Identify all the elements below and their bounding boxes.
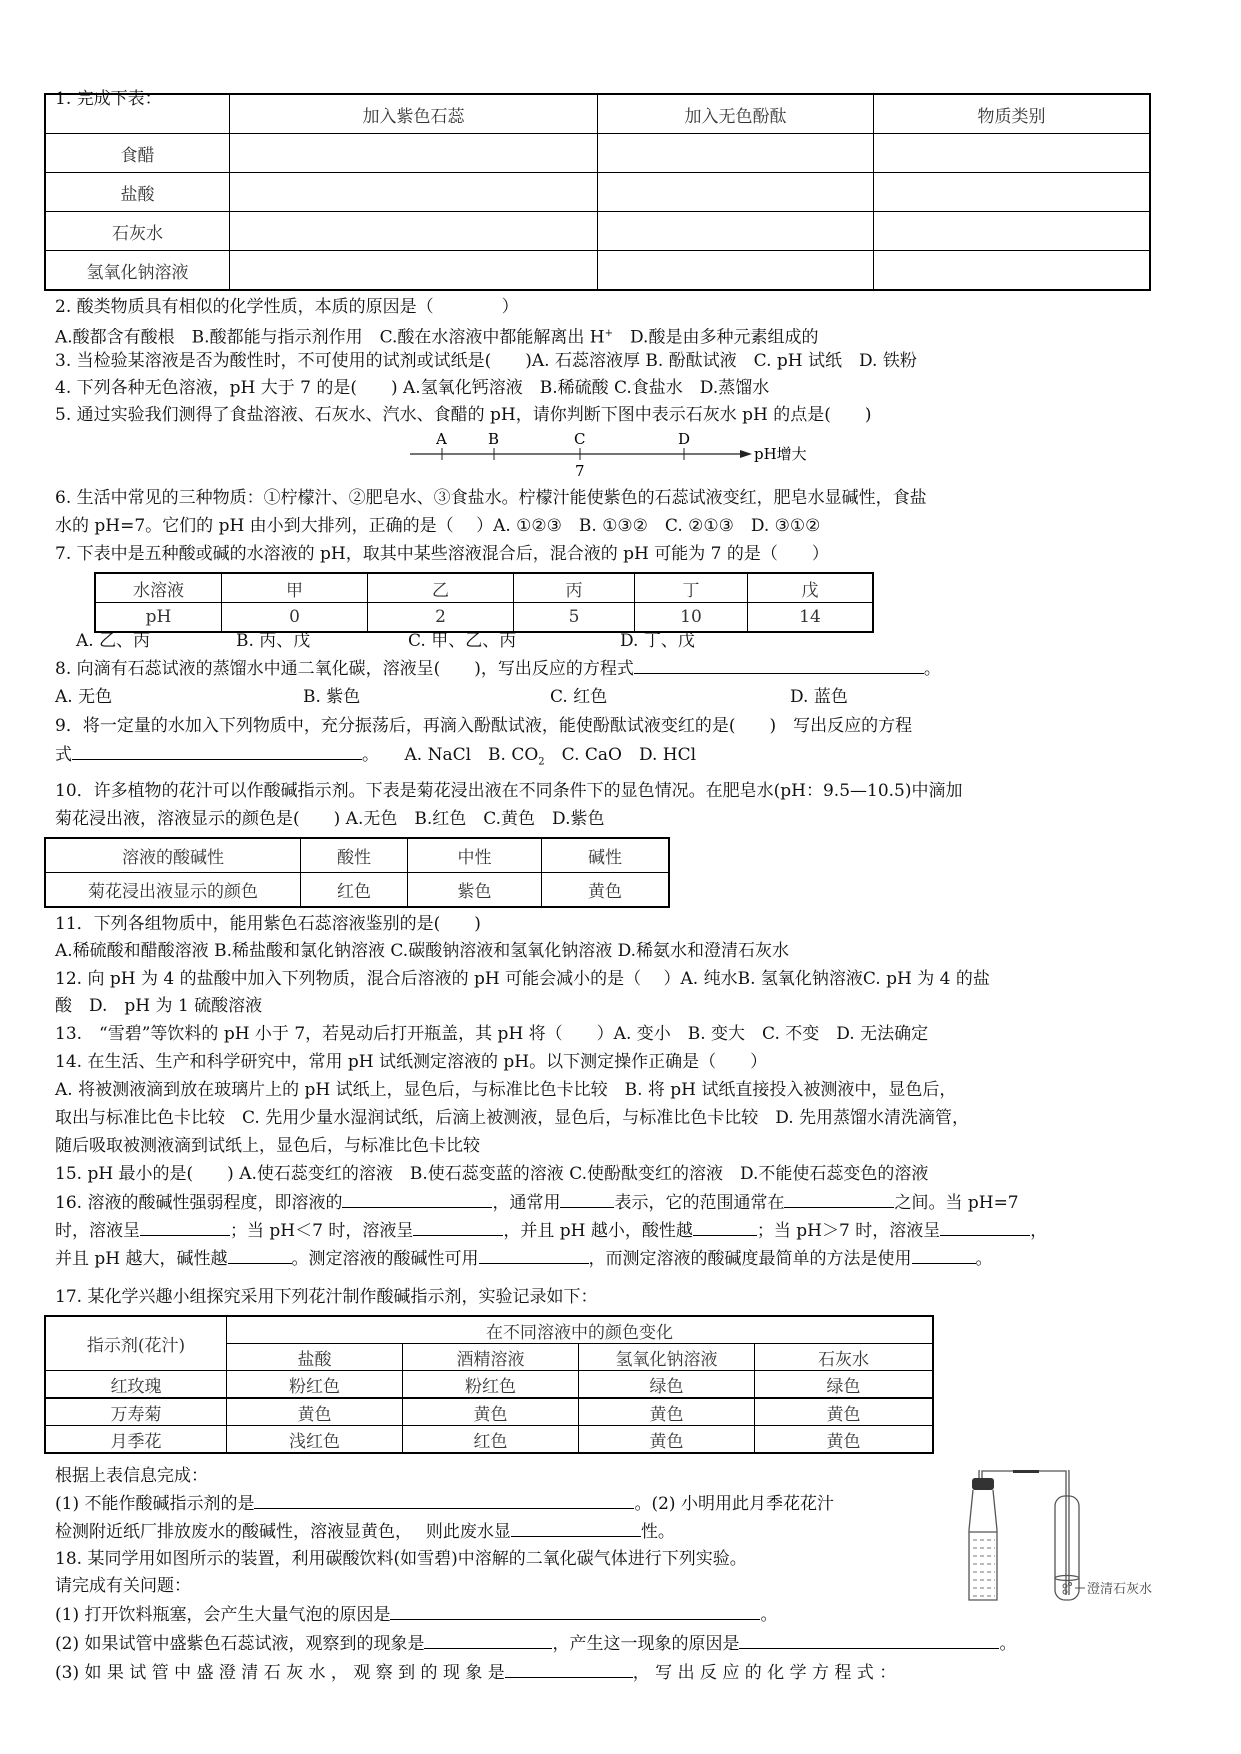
row-label: 盐酸 <box>45 173 230 212</box>
table-cell: 菊花浸出液显示的颜色 <box>45 873 301 908</box>
answer-blank[interactable] <box>479 1247 589 1264</box>
q12-line1: 12. 向 pH 为 4 的盐酸中加入下列物质，混合后溶液的 pH 可能会减小的是（ ）A. 纯水B. 氢氧化钠溶液C. pH 为 4 的盐 <box>55 969 990 989</box>
table-cell: 10 <box>635 603 748 633</box>
table-cell: 红色 <box>301 873 408 908</box>
q16-line1 <box>55 1191 1019 1214</box>
answer-cell[interactable] <box>230 134 598 173</box>
q18-p1-head: (1) 打开饮料瓶塞，会产生大量气泡的原因是 <box>55 1605 391 1625</box>
q16-text: ；当 pH＞7 时，溶液呈 <box>756 1221 941 1241</box>
table-row <box>45 134 1150 173</box>
q13-text: 13. “雪碧”等饮料的 pH 小于 7，若晃动后打开瓶盖，其 pH 将（ ）A. 变小 B. 变大 C. 不变 D. 无法确定 <box>55 1024 929 1044</box>
q18-p3-head: (3) 如 果 试 管 中 盛 澄 清 石 灰 水 ， 观 察 到 的 现 象 是 <box>55 1663 505 1683</box>
answer-blank[interactable] <box>739 1632 999 1649</box>
answer-blank[interactable] <box>784 1191 894 1208</box>
table-cell: 红色 <box>403 1426 579 1454</box>
table-header: 氢氧化钠溶液 <box>579 1344 755 1371</box>
table-cell: 紫色 <box>408 873 542 908</box>
q16-text: ，通常用 <box>492 1193 561 1213</box>
q2-options-text: A.酸都含有酸根 B.酸都能与指示剂作用 C.酸在水溶液中都能解离出 H <box>55 327 605 348</box>
table-cell: 14 <box>748 603 874 633</box>
q17-part1 <box>55 1492 834 1515</box>
q5-text: 5. 通过实验我们测得了食盐溶液、石灰水、汽水、食醋的 pH，请你判断下图中表示石灰水 pH 的点是( ) <box>55 405 872 425</box>
table-row <box>45 1316 933 1344</box>
table-row <box>45 212 1150 251</box>
point-label-a: A <box>436 430 447 448</box>
q9-line1: 9．将一定量的水加入下列物质中，充分振荡后，再滴入酚酞试液，能使酚酞试液变红的是( ) 写出反应的方程 <box>55 716 913 736</box>
q2-sup: + <box>604 328 614 339</box>
table-row <box>45 94 1150 134</box>
answer-cell[interactable] <box>598 173 874 212</box>
answer-cell[interactable] <box>230 251 598 291</box>
table-header: 戊 <box>748 573 874 603</box>
table-header: 酸性 <box>301 838 408 873</box>
test-tube-icon <box>1055 1496 1079 1600</box>
q9-sub: 2 <box>538 756 545 768</box>
q8-option-c: C. 红色 <box>550 687 608 707</box>
q16-text: 时，溶液呈 <box>55 1221 140 1241</box>
q17-followup: 根据上表信息完成： <box>55 1466 208 1486</box>
q18-line2: 请完成有关问题： <box>55 1576 191 1596</box>
stopper-icon <box>972 1478 994 1490</box>
table-header: 水溶液 <box>95 573 222 603</box>
q9-line2 <box>55 743 696 773</box>
answer-blank[interactable] <box>342 1191 492 1208</box>
answer-cell[interactable] <box>874 212 1151 251</box>
q8-end: 。 <box>923 659 941 679</box>
table-cell: 绿色 <box>579 1371 755 1399</box>
q18-p1-tail: 。 <box>760 1605 778 1625</box>
q16-line3 <box>55 1247 993 1270</box>
q18-p2-head: (2) 如果试管中盛紫色石蕊试液，观察到的现象是 <box>55 1634 425 1654</box>
table-cell: 黄色 <box>579 1398 755 1426</box>
q18-line1: 18. 某同学用如图所示的装置，利用碳酸饮料(如雪碧)中溶解的二氧化碳气体进行下列实验。 <box>55 1549 747 1569</box>
q9-head: 式 <box>55 745 72 765</box>
table-cell: 黄色 <box>403 1398 579 1426</box>
q8-stem: 8. 向滴有石蕊试液的蒸馏水中通二氧化碳，溶液呈( )，写出反应的方程式 <box>55 659 634 679</box>
q2-options <box>55 323 818 349</box>
table-header: 丙 <box>514 573 635 603</box>
q18-p3-tail: ， 写 出 反 应 的 化 学 方 程 式 ： <box>632 1663 897 1683</box>
q16-text: 并且 pH 越大，碱性越 <box>55 1249 228 1269</box>
answer-cell[interactable] <box>598 251 874 291</box>
table-header: 盐酸 <box>227 1344 403 1371</box>
q18-part2 <box>55 1632 1016 1655</box>
table-header: 加入无色酚酞 <box>598 94 874 134</box>
limewater-surface <box>1055 1576 1079 1581</box>
row-label: 月季花 <box>45 1426 227 1454</box>
q11-stem: 11．下列各组物质中，能用紫色石蕊溶液鉴别的是( ) <box>55 914 481 934</box>
answer-blank[interactable] <box>424 1632 552 1649</box>
liquid-dashes <box>973 1540 995 1596</box>
answer-blank[interactable] <box>940 1219 1030 1236</box>
row-label: 食醋 <box>45 134 230 173</box>
table-header: 碱性 <box>542 838 670 873</box>
q18-p2-tail: 。 <box>999 1634 1017 1654</box>
table-header: 甲 <box>222 573 368 603</box>
table-header: 在不同溶液中的颜色变化 <box>227 1316 934 1344</box>
table-row <box>95 603 873 633</box>
q2-stem: 2. 酸类物质具有相似的化学性质，本质的原因是（ ） <box>55 297 519 317</box>
answer-cell[interactable] <box>874 173 1151 212</box>
table-header: 石灰水 <box>755 1344 934 1371</box>
table-cell: 2 <box>368 603 514 633</box>
q9-tail: 。 A. NaCl B. CO <box>362 745 539 765</box>
table-cell: 绿色 <box>755 1371 934 1399</box>
table-cell: 黄色 <box>755 1398 934 1426</box>
answer-cell[interactable] <box>230 212 598 251</box>
table-row <box>45 1398 933 1426</box>
answer-cell[interactable] <box>598 212 874 251</box>
q7-stem: 7. 下表中是五种酸或碱的水溶液的 pH，取其中某些溶液混合后，混合液的 pH 可能为 7 的是（ ） <box>55 544 829 564</box>
answer-cell[interactable] <box>598 134 874 173</box>
q16-text: ，并且 pH 越小，酸性越 <box>503 1221 693 1241</box>
table-cell: 粉红色 <box>227 1371 403 1399</box>
q1-table <box>44 93 1151 291</box>
point-label-d: D <box>678 430 691 448</box>
q14-line2: A. 将被测液滴到放在玻璃片上的 pH 试纸上，显色后，与标准比色卡比较 B. 将 pH 试纸直接投入被测液中，显色后， <box>55 1080 957 1100</box>
q7-table <box>94 572 874 633</box>
answer-blank[interactable] <box>72 743 362 760</box>
arrow-head-icon <box>740 450 752 458</box>
ph-number-line <box>410 430 830 478</box>
answer-cell[interactable] <box>230 173 598 212</box>
answer-cell[interactable] <box>874 251 1151 291</box>
q16-text: 之间。当 pH=7 <box>894 1193 1019 1213</box>
q16-text: 。测定溶液的酸碱性可用 <box>291 1249 479 1269</box>
table-header: 溶液的酸碱性 <box>45 838 301 873</box>
q9-end: C. CaO D. HCl <box>544 745 697 765</box>
q6-line1: 6. 生活中常见的三种物质：①柠檬汁、②肥皂水、③食盐水。柠檬汁能使紫色的石蕊试液变红，肥皂水显碱性，食盐 <box>55 488 927 508</box>
table-row <box>45 1426 933 1454</box>
q8-stem-line <box>55 657 941 680</box>
row-label: 万寿菊 <box>45 1398 227 1426</box>
table-cell <box>45 94 230 134</box>
q14-line1: 14. 在生活、生产和科学研究中，常用 pH 试纸测定溶液的 pH。以下测定操作正确是（ ） <box>55 1052 768 1072</box>
q10-line1: 10．许多植物的花汁可以作酸碱指示剂。下表是菊花浸出液在不同条件下的显色情况。在肥皂水(pH：9.5—10.5)中滴加 <box>55 781 963 801</box>
table-cell: pH <box>95 603 222 633</box>
q7-option-b: B. 丙、戊 <box>236 631 311 651</box>
q7-option-d: D. 丁、戊 <box>620 631 695 651</box>
q16-line2 <box>55 1219 1047 1242</box>
table-row <box>45 173 1150 212</box>
q15-text: 15. pH 最小的是( ) A.使石蕊变红的溶液 B.使石蕊变蓝的溶液 C.使酚酞变红的溶液 D.不能使石蕊变色的溶液 <box>55 1164 929 1184</box>
rubber-connector-icon <box>1013 1470 1039 1473</box>
q16-text: 16. 溶液的酸碱性强弱程度，即溶液的 <box>55 1193 343 1213</box>
q14-line3: 取出与标准比色卡比较 C. 先用少量水湿润试纸，后滴上被测液，显色后，与标准比色卡比较 D. 先用蒸馏水清洗滴管， <box>55 1108 970 1128</box>
bottle-icon <box>969 1490 997 1600</box>
table-cell: 黄色 <box>542 873 670 908</box>
table-row <box>45 251 1150 291</box>
delivery-tube-inner <box>982 1471 1066 1595</box>
table-header: 指示剂(花汁) <box>45 1316 227 1371</box>
table-row <box>45 873 669 908</box>
q17-part2 <box>55 1520 675 1543</box>
row-label: 氢氧化钠溶液 <box>45 251 230 291</box>
answer-blank[interactable] <box>693 1219 757 1236</box>
q7-option-a: A. 乙、丙 <box>76 631 151 651</box>
q18-part1 <box>55 1603 777 1626</box>
answer-blank[interactable] <box>390 1603 760 1620</box>
q16-text: 表示，它的范围通常在 <box>614 1193 785 1213</box>
answer-cell[interactable] <box>874 134 1151 173</box>
answer-blank[interactable] <box>505 1661 633 1678</box>
answer-blank[interactable] <box>560 1191 614 1208</box>
q3-text: 3. 当检验某溶液是否为酸性时，不可使用的试剂或试纸是( )A. 石蕊溶液厚 B. 酚酞试液 C. pH 试纸 D. 铁粉 <box>55 351 917 371</box>
table-row <box>45 1371 933 1399</box>
q11-options: A.稀硫酸和醋酸溶液 B.稀盐酸和氯化钠溶液 C.碳酸钠溶液和氢氧化钠溶液 D.稀氨水和澄清石灰水 <box>55 941 790 961</box>
q16-text: ，而测定溶液的酸碱度最简单的方法是使用 <box>588 1249 912 1269</box>
q16-text: 。 <box>975 1249 993 1269</box>
table-cell: 黄色 <box>755 1426 934 1454</box>
table-row <box>95 573 873 603</box>
tick-label-7: 7 <box>575 462 585 478</box>
q8-option-a: A. 无色 <box>55 687 113 707</box>
table-cell: 粉红色 <box>403 1371 579 1399</box>
answer-blank[interactable] <box>912 1247 976 1264</box>
q8-option-b: B. 紫色 <box>303 687 361 707</box>
answer-blank[interactable] <box>511 1520 641 1537</box>
table-header: 加入紫色石蕊 <box>230 94 598 134</box>
axis-label: pH增大 <box>754 445 807 463</box>
q16-text: ， <box>1030 1221 1048 1241</box>
q16-text: ；当 pH＜7 时，溶液呈 <box>230 1221 414 1241</box>
q18-part3 <box>55 1661 896 1684</box>
answer-blank[interactable] <box>228 1247 292 1264</box>
q10-table <box>44 837 670 908</box>
table-header: 丁 <box>635 573 748 603</box>
answer-blank[interactable] <box>254 1492 634 1509</box>
q18-p2-mid: ，产生这一现象的原因是 <box>552 1634 740 1654</box>
q17-table <box>44 1315 934 1454</box>
table-row <box>45 838 669 873</box>
answer-blank[interactable] <box>413 1219 503 1236</box>
q12-line2: 酸 D. pH 为 1 硫酸溶液 <box>55 996 263 1016</box>
answer-blank[interactable] <box>140 1219 230 1236</box>
q6-line2: 水的 pH=7。它们的 pH 由小到大排列，正确的是（ ）A. ①②③ B. ①③② C. ②①③ D. ③①② <box>55 516 821 536</box>
q2-options-tail: D.酸是由多种元素组成的 <box>613 327 819 348</box>
point-label-c: C <box>574 430 586 448</box>
figure-label: 澄清石灰水 <box>1087 1582 1153 1597</box>
q10-line2: 菊花浸出液，溶液显示的颜色是( ) A.无色 B.红色 C.黄色 D.紫色 <box>55 809 605 829</box>
q4-text: 4. 下列各种无色溶液，pH 大于 7 的是( ) A.氢氧化钙溶液 B.稀硫酸 C.食盐水 D.蒸馏水 <box>55 378 770 398</box>
table-header: 乙 <box>368 573 514 603</box>
table-cell: 5 <box>514 603 635 633</box>
table-header: 物质类别 <box>874 94 1151 134</box>
q17-stem: 17. 某化学兴趣小组探究采用下列花汁制作酸碱指示剂，实验记录如下： <box>55 1287 598 1307</box>
q1-title: 1. 完成下表： <box>55 89 162 109</box>
q8-option-d: D. 蓝色 <box>790 687 848 707</box>
q17-p1-head: (1) 不能作酸碱指示剂的是 <box>55 1494 255 1514</box>
answer-blank[interactable] <box>634 657 924 674</box>
table-cell: 0 <box>222 603 368 633</box>
bubble-icon <box>1069 1583 1072 1586</box>
q17-p1-tail: 。(2) 小明用此月季花花汁 <box>634 1494 834 1514</box>
row-label: 石灰水 <box>45 212 230 251</box>
table-cell: 黄色 <box>579 1426 755 1454</box>
q14-line4: 随后吸取被测液滴到试纸上，显色后，与标准比色卡比较 <box>55 1136 480 1156</box>
table-header: 酒精溶液 <box>403 1344 579 1371</box>
q17-p2-head: 检测附近纸厂排放废水的酸碱性，溶液显黄色， 则此废水显 <box>55 1522 511 1542</box>
point-label-b: B <box>488 430 500 448</box>
q17-p2-tail: 性。 <box>640 1522 675 1542</box>
q7-option-c: C. 甲、乙、丙 <box>408 631 517 651</box>
table-cell: 浅红色 <box>227 1426 403 1454</box>
apparatus-figure <box>955 1470 1155 1610</box>
table-cell: 黄色 <box>227 1398 403 1426</box>
table-header: 中性 <box>408 838 542 873</box>
row-label: 红玫瑰 <box>45 1371 227 1399</box>
